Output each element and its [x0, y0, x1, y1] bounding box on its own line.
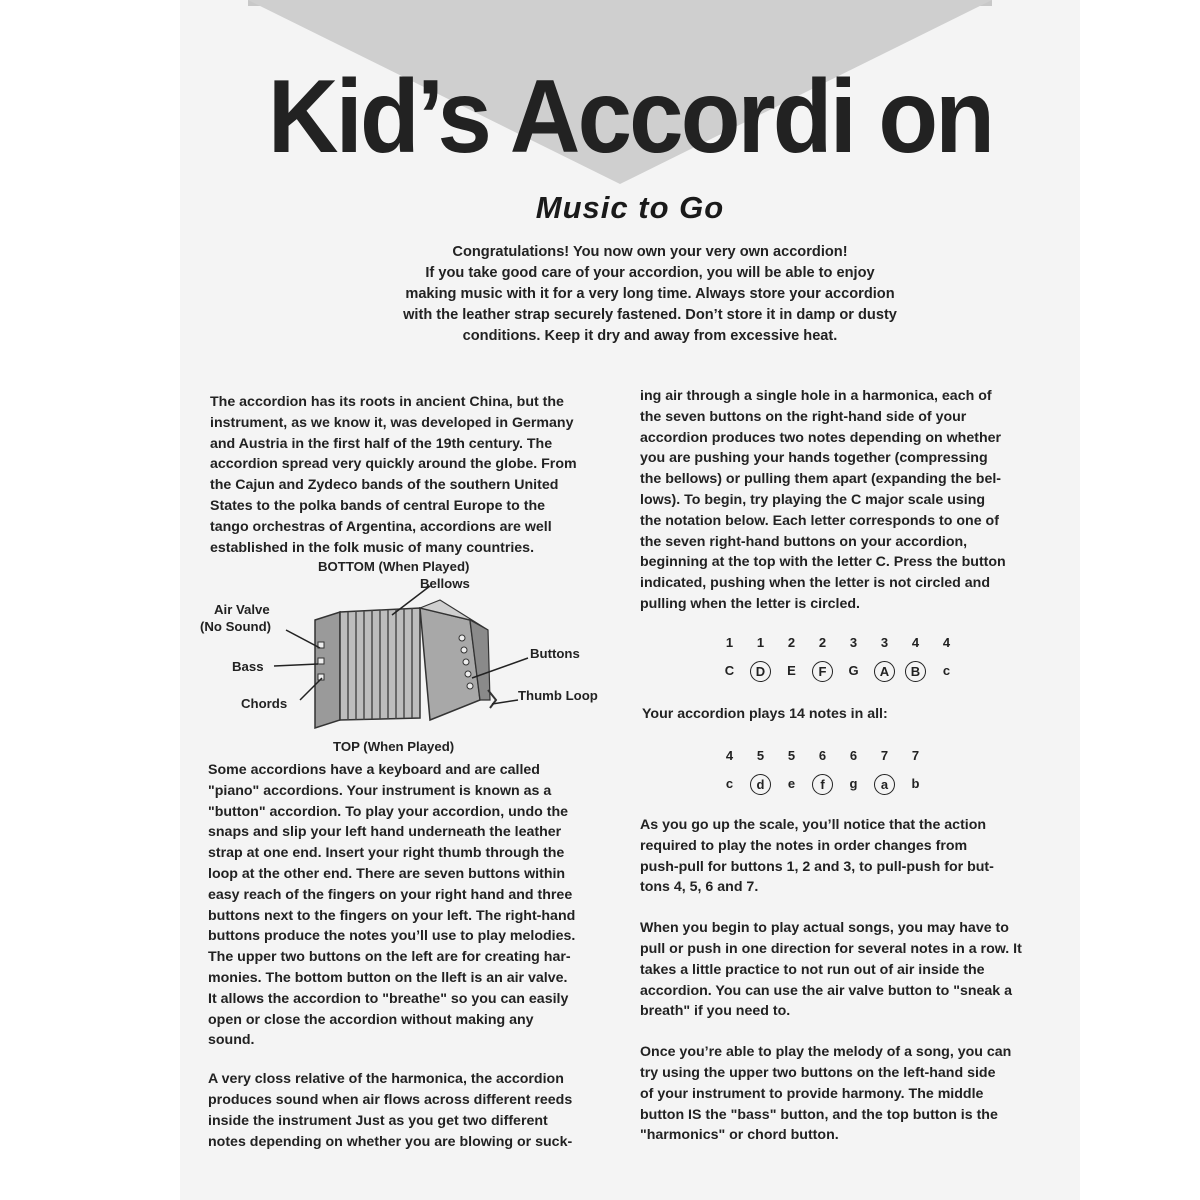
label-bass: Bass	[232, 659, 264, 674]
text-line: push-pull for buttons 1, 2 and 3, to pull-push for but-	[640, 858, 994, 875]
text-line: accordion produces two notes depending on whether	[640, 429, 1002, 446]
text-line: States to the polka bands of central Europe to the	[210, 497, 546, 514]
text-line: established in the folk music of many countries.	[210, 539, 535, 556]
intro-line: If you take good care of your accordion, you will be able to enjoy	[425, 265, 875, 281]
text-line: The accordion has its roots in ancient China, but the	[210, 394, 564, 410]
label-thumb-loop: Thumb Loop	[518, 688, 598, 703]
text-line: try using the upper two buttons on the left-hand side	[640, 1064, 996, 1081]
text-line: "piano" accordions. Your instrument is known as a	[208, 782, 552, 799]
instructions-paragraph	[208, 760, 608, 1152]
text-line: sound.	[208, 1032, 255, 1049]
text-line: easy reach of the fingers on your right hand and three	[208, 886, 573, 903]
text-line: notes depending on whether you are blowing or suck-	[208, 1133, 573, 1150]
button-number: 7	[911, 748, 920, 763]
label-buttons: Buttons	[530, 646, 580, 661]
text-line: the notation below. Each letter corresponds to one of	[640, 512, 999, 529]
intro-line: making music with it for a very long time. Always store your accordion	[405, 286, 895, 302]
scale1-button-numbers	[714, 633, 962, 653]
scale1-notes	[714, 661, 962, 682]
button-number: 1	[725, 635, 734, 650]
intro-line: conditions. Keep it dry and away from excessive heat.	[462, 328, 838, 344]
intro-line: with the leather strap securely fastened. Don’t store it in damp or dusty	[403, 307, 897, 323]
button-number: 5	[787, 748, 796, 763]
scale2-notes	[714, 774, 931, 795]
text-line: produces sound when air flows across different reeds	[208, 1091, 573, 1108]
text-line: monies. The bottom button on the lleft is an air valve.	[208, 969, 568, 986]
text-line: the Cajun and Zydeco bands of the southern United	[210, 477, 559, 494]
text-line: instrument, as we know it, was developed in Germany	[210, 414, 574, 431]
text-line: beginning at the top with the letter C. Press the button	[640, 554, 1006, 571]
history-paragraph	[210, 392, 610, 558]
intro-paragraph	[330, 242, 970, 347]
text-line: you are pushing your hands together (compressing	[640, 450, 988, 467]
note-letter-circled: a	[874, 774, 895, 795]
scale2-button-numbers	[714, 746, 931, 766]
text-line: ing air through a single hole in a harmonica, each of	[640, 388, 992, 404]
text-line: takes a little practice to not run out of air inside the	[640, 961, 985, 978]
text-line: strap at one end. Insert your right thumb through the	[208, 845, 565, 862]
button-number: 6	[849, 748, 858, 763]
note-letter: C	[724, 663, 735, 678]
label-top: TOP (When Played)	[333, 739, 455, 754]
note-letter: c	[725, 776, 734, 791]
text-line: required to play the notes in order changes from	[640, 837, 968, 854]
note-letter: E	[787, 663, 796, 678]
text-line: As you go up the scale, you’ll notice that the action	[640, 817, 987, 833]
text-line: the seven buttons on the right-hand side of your	[640, 408, 967, 425]
text-line: accordion spread very quickly around the globe. From	[210, 456, 577, 473]
button-number: 3	[849, 635, 858, 650]
button-number: 3	[880, 635, 889, 650]
button-number: 4	[911, 635, 920, 650]
text-line: inside the instrument Just as you get two different	[208, 1112, 548, 1129]
text-line: tango orchestras of Argentina, accordions are well	[210, 518, 552, 535]
intro-line: Congratulations! You now own your very own accordion!	[452, 244, 848, 260]
text-line: When you begin to play actual songs, you may have to	[640, 920, 1009, 937]
text-line: and Austria in the first half of the 19th century. The	[210, 435, 553, 452]
text-line: loop at the other end. There are seven buttons within	[208, 865, 566, 882]
note-letter: g	[849, 776, 858, 791]
harmonica-paragraph	[640, 386, 1040, 615]
note-letter-circled: B	[905, 661, 926, 682]
plays-caption: Your accordion plays 14 notes in all:	[642, 706, 888, 722]
note-letter: b	[911, 776, 920, 791]
note-letter-circled: A	[874, 661, 895, 682]
text-line: button IS the "bass" button, and the top button is the	[640, 1106, 998, 1123]
text-line: accordion. You can use the air valve button to "sneak a	[640, 982, 1013, 999]
button-number: 7	[880, 748, 889, 763]
text-line: lows). To begin, try playing the C major scale using	[640, 491, 986, 508]
note-letter: c	[942, 663, 951, 678]
text-line: A very closs relative of the harmonica, the accordion	[208, 1071, 564, 1088]
text-line: It allows the accordion to "breathe" so you can easily	[208, 990, 569, 1007]
text-line: open or close the accordion without making any	[208, 1011, 534, 1028]
accordion-illustration	[315, 600, 496, 728]
text-line: pulling when the letter is circled.	[640, 595, 860, 612]
label-no-sound: (No Sound)	[200, 619, 272, 634]
button-number: 2	[787, 635, 796, 650]
label-chords: Chords	[241, 696, 288, 711]
text-line: of your instrument to provide harmony. The middle	[640, 1085, 984, 1102]
text-line: buttons next to the fingers on your left. The right-hand	[208, 907, 576, 924]
note-letter-circled: F	[812, 661, 833, 682]
button-number: 4	[725, 748, 734, 763]
button-number: 6	[818, 748, 827, 763]
button-number: 5	[756, 748, 765, 763]
label-bottom: BOTTOM (When Played)	[318, 559, 470, 574]
text-line: Once you’re able to play the melody of a song, you can	[640, 1044, 1012, 1061]
text-line: buttons produce the notes you’ll use to play melodies.	[208, 928, 576, 945]
text-line: pull or push in one direction for several notes in a row. It	[640, 940, 1022, 957]
note-letter-circled: d	[750, 774, 771, 795]
label-air-valve: Air Valve	[214, 602, 270, 617]
button-number: 4	[942, 635, 951, 650]
label-bellows: Bellows	[420, 576, 470, 591]
text-line: snaps and slip your left hand underneath the leather	[208, 824, 562, 841]
text-line: the bellows) or pulling them apart (expanding the bel-	[640, 471, 1002, 488]
button-number: 1	[756, 635, 765, 650]
text-line: indicated, pushing when the letter is not circled and	[640, 575, 991, 592]
note-letter-circled: f	[812, 774, 833, 795]
note-letter-circled: D	[750, 661, 771, 682]
button-number: 2	[818, 635, 827, 650]
text-line: breath" if you need to.	[640, 1003, 791, 1020]
text-line: the seven right-hand buttons on your accordion,	[640, 533, 968, 550]
text-line: tons 4, 5, 6 and 7.	[640, 879, 759, 896]
page-title: Kid’s Accordi on	[267, 59, 993, 175]
note-letter: G	[848, 663, 859, 678]
playing-tips	[640, 815, 1040, 1146]
text-line: The upper two buttons on the left are for creating har-	[208, 949, 571, 966]
page-subtitle: Music to Go	[535, 190, 725, 225]
text-line: "harmonics" or chord button.	[640, 1127, 839, 1144]
text-line: "button" accordion. To play your accordion, undo the	[208, 803, 568, 820]
text-line: Some accordions have a keyboard and are called	[208, 762, 540, 778]
note-letter: e	[787, 776, 796, 791]
